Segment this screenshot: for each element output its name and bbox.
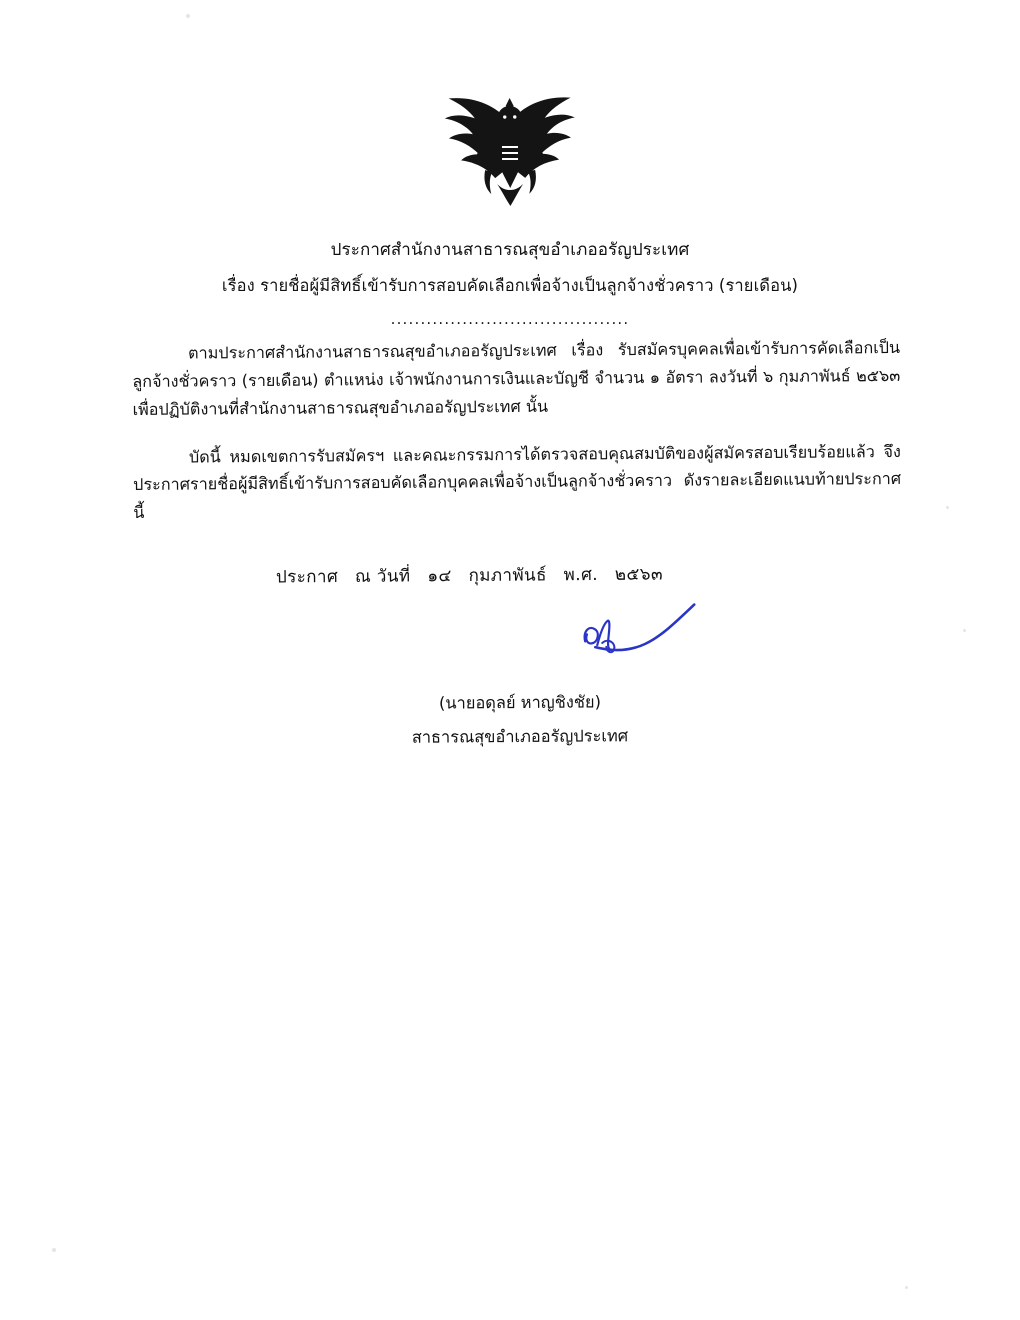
garuda-emblem — [435, 91, 586, 212]
announce-month: กุมภาพันธ์ — [468, 565, 547, 587]
paragraph-1: ตามประกาศสำนักงานสาธารณสุขอำเภออรัญประเทศ เรื่อง รับสมัครบุคคลเพื่อเข้ารับการคัดเลือกเป็นลูกจ้างชั่วคราว (รายเดือน) ตำแหน่ง เจ้าพนักงานการเงินและบัญชี จำนวน ๑ อัตรา ลงวันที่ ๖ กุมภาพันธ์ ๒๕๖๓ เพื่อปฏิบัติงานที่สำนักงานสาธารณสุขอำเภออรัญประเทศ นั้น — [132, 337, 901, 419]
document-title-line-2: เรื่อง รายชื่อผู้มีสิทธิ์เข้ารับการสอบคัดเลือกเพื่อจ้างเป็นลูกจ้างชั่วคราว (รายเดือน) — [221, 276, 799, 295]
announce-at: ณ วันที่ — [354, 566, 411, 587]
document-title-line-1: ประกาศสำนักงานสาธารณสุขอำเภออรัญประเทศ — [330, 240, 690, 260]
signer-name: (นายอดุลย์ หาญชิงชัย) — [438, 692, 602, 713]
signer-position: สาธารณสุขอำเภออรัญประเทศ — [411, 726, 629, 747]
announce-day: ๑๔ — [427, 566, 452, 587]
announcement-date-line — [276, 560, 663, 590]
paragraph-2: บัดนี้ หมดเขตการรับสมัครฯ และคณะกรรมการได้ตรวจสอบคุณสมบัติของผู้สมัครสอบเรียบร้อยแล้ว จึงประกาศรายชื่อผู้มีสิทธิ์เข้ารับการสอบคัดเลือกบุคคลเพื่อจ้างเป็นลูกจ้างชั่วคราว ดังรายละเอียดแนบท้ายประกาศนี้ — [133, 441, 902, 523]
scan-speckle — [186, 14, 190, 18]
document-body — [132, 334, 901, 527]
scan-speckle — [905, 1286, 908, 1289]
announce-prefix: ประกาศ — [275, 567, 339, 588]
announce-year: ๒๕๖๓ — [614, 564, 664, 585]
title-divider: ........................................ — [390, 310, 630, 328]
scan-speckle — [946, 506, 949, 509]
announce-year-prefix: พ.ศ. — [563, 564, 599, 586]
scan-speckle — [52, 1248, 56, 1252]
scan-speckle — [963, 629, 966, 632]
handwritten-signature — [574, 598, 706, 671]
